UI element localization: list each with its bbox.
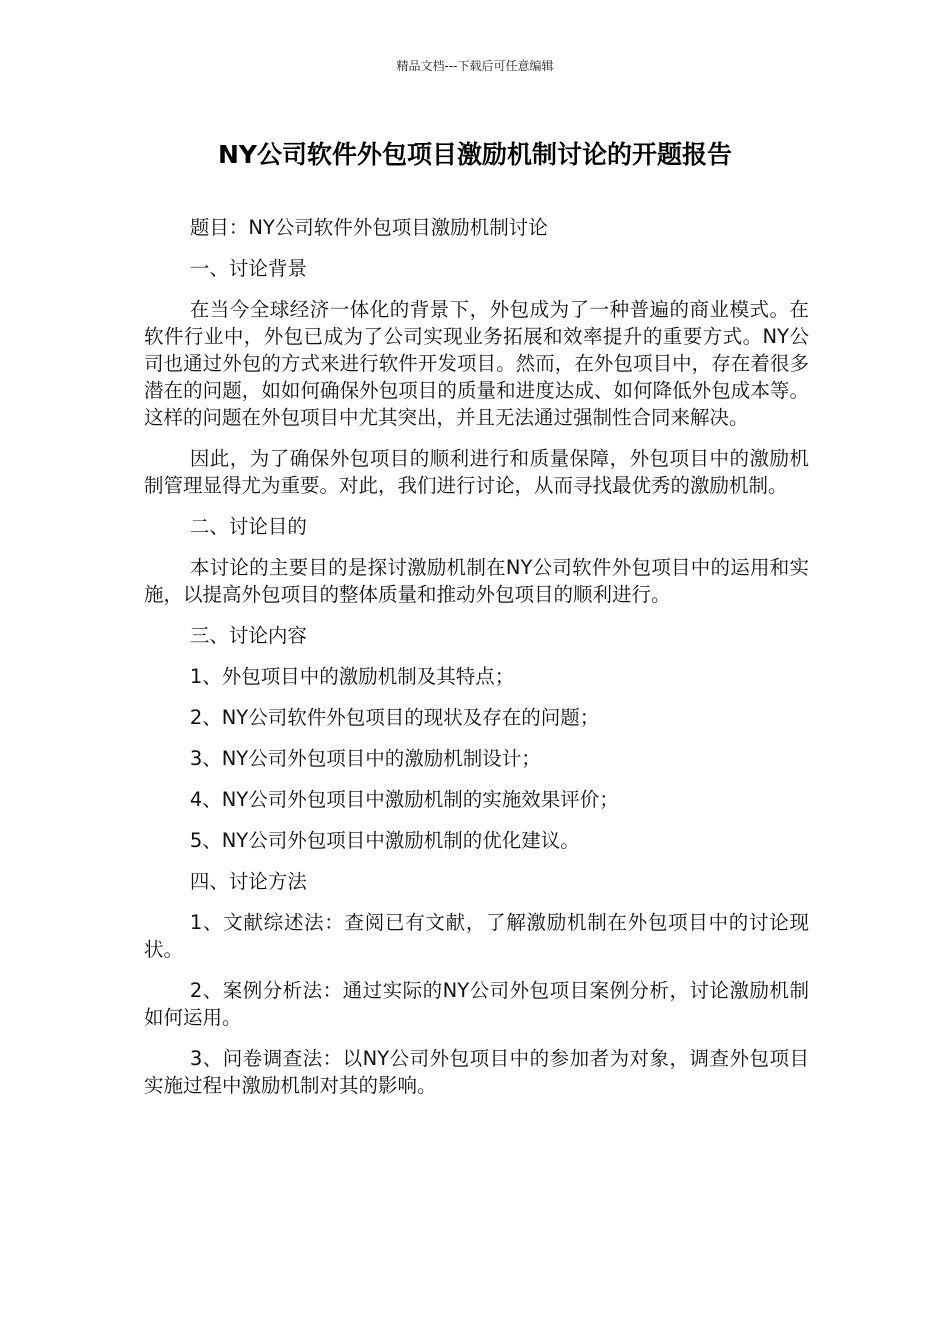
topic-line: 题目：NY公司软件外包项目激励机制讨论	[189, 216, 548, 239]
background-paragraph-2: 因此，为了确保外包项目的顺利进行和质量保障，外包项目中的激励机制管理显得尤为重要。对此，我们进行讨论，从而寻找最优秀的激励机制。	[144, 447, 809, 497]
content-item: 5、NY公司外包项目中激励机制的优化建议。	[189, 829, 580, 852]
document-body	[144, 214, 809, 1113]
document-title: NY公司软件外包项目激励机制讨论的开题报告	[217, 140, 733, 169]
content-item: 2、NY公司软件外包项目的现状及存在的问题；	[189, 706, 600, 729]
section-heading-background: 一、讨论背景	[189, 257, 307, 280]
method-item: 3、问卷调查法：以NY公司外包项目中的参加者为对象，调查外包项目实施过程中激励机制对其的影响。	[144, 1047, 809, 1097]
content-item: 1、外包项目中的激励机制及其特点；	[189, 665, 515, 688]
content-item: 3、NY公司外包项目中的激励机制设计；	[189, 747, 541, 770]
method-item: 2、案例分析法：通过实际的NY公司外包项目案例分析，讨论激励机制如何运用。	[144, 979, 809, 1029]
content-item: 4、NY公司外包项目中激励机制的实施效果评价；	[189, 788, 619, 811]
purpose-paragraph: 本讨论的主要目的是探讨激励机制在NY公司软件外包项目中的运用和实施，以提高外包项目的整体质量和推动外包项目的顺利进行。	[144, 556, 809, 606]
background-paragraph-1: 在当今全球经济一体化的背景下，外包成为了一种普遍的商业模式。在软件行业中，外包已成为了公司实现业务拓展和效率提升的重要方式。NY公司也通过外包的方式来进行软件开发项目。然而，在外包项目中，存在着很多潜在的问题，如如何确保外包项目的质量和进度达成、如何降低外包成本等。这样的问题在外包项目中尤其突出，并且无法通过强制性合同来解决。	[144, 298, 809, 429]
section-heading-purpose: 二、讨论目的	[189, 515, 307, 538]
method-item: 1、文献综述法：查阅已有文献，了解激励机制在外包项目中的讨论现状。	[144, 911, 809, 961]
section-heading-content: 三、讨论内容	[189, 624, 307, 647]
section-heading-method: 四、讨论方法	[189, 870, 307, 893]
header-note: 精品文档---下载后可任意编辑	[396, 59, 554, 73]
